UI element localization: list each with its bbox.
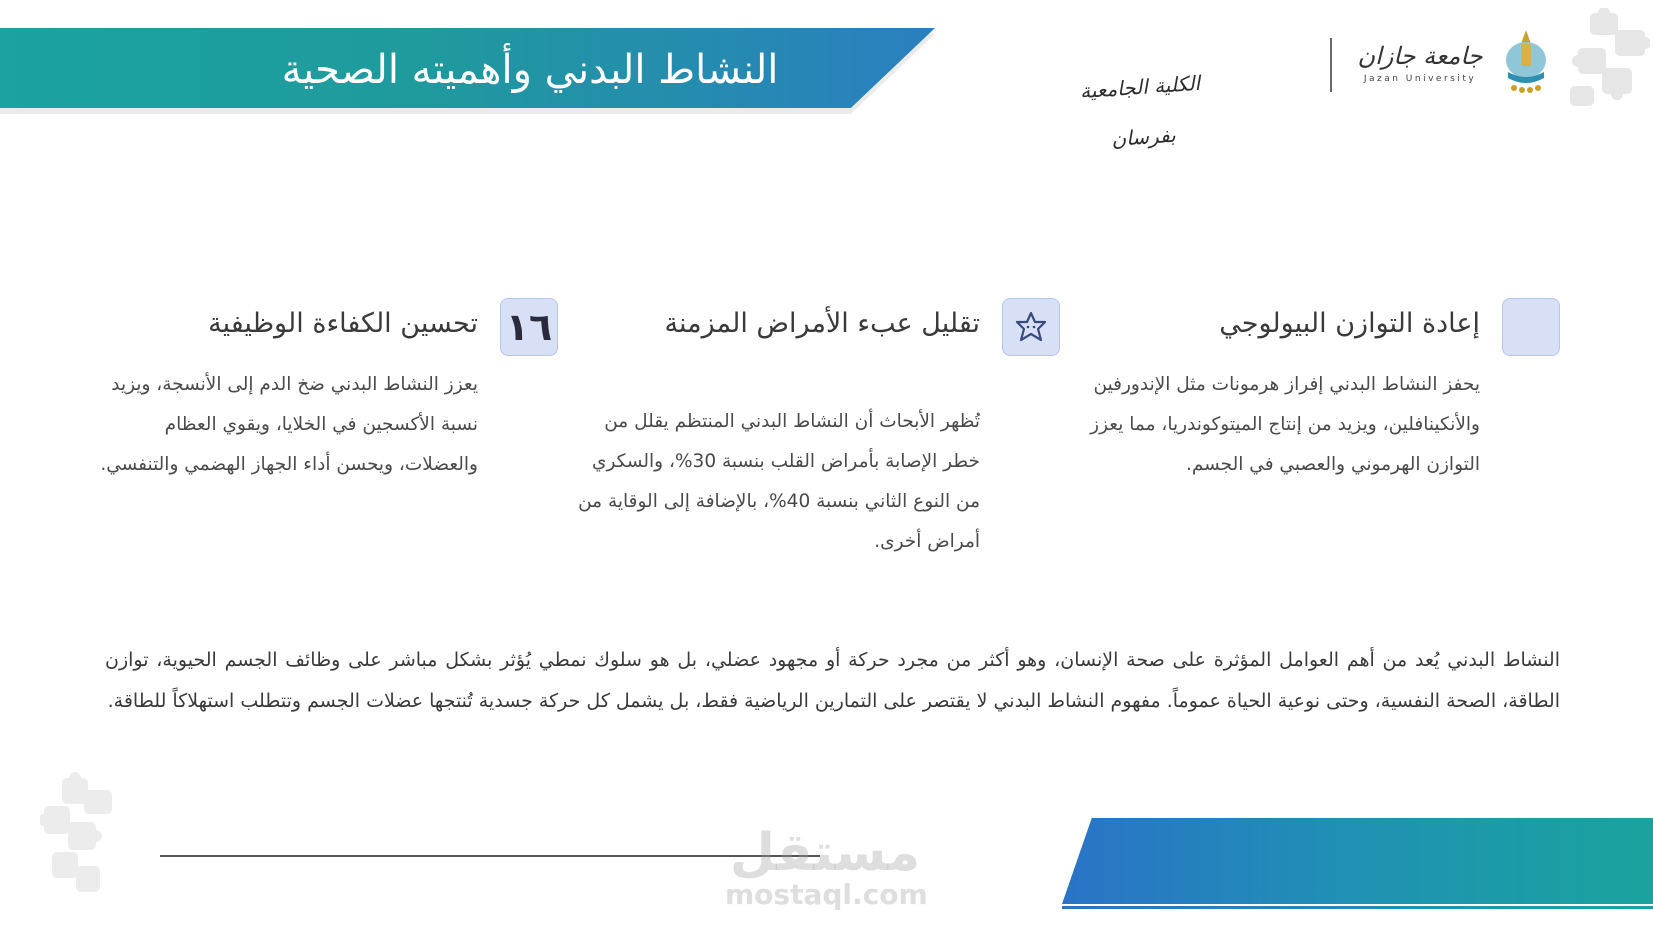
puzzle-pieces-icon xyxy=(40,770,120,900)
star-icon xyxy=(1002,298,1060,356)
logo-divider xyxy=(1330,38,1332,92)
watermark-arabic: مستقل xyxy=(729,823,921,883)
number-icon xyxy=(500,298,558,356)
feature-title: إعادة التوازن البيولوجي xyxy=(1219,308,1480,339)
watermark-english: mostaql.com xyxy=(725,878,928,911)
jazan-university-emblem-icon xyxy=(1502,28,1550,94)
university-name-english: Jazan University xyxy=(1363,74,1477,84)
intro-paragraph: النشاط البدني يُعد من أهم العوامل المؤثرة على صحة الإنسان، وهو أكثر من مجرد حركة أو مجهود عضلي، بل هو سلوك نمطي يُؤثر بشكل مباشر على وظائف الجسم الحيوية، توازن الطاقة، الصحة النفسية، وحتى نوعية الحياة عموماً. مفهوم النشاط البدني لا يقتصر على التمارين الرياضية فقط، بل يشمل كل حركة جسدية تُنتجها عضلات الجسم وتتطلب استهلاكاً للطاقة. xyxy=(105,649,1560,712)
feature-icon-blank xyxy=(1502,298,1560,356)
feature-body: تُظهر الأبحاث أن النشاط البدني المنتظم يقلل من خطر الإصابة بأمراض القلب بنسبة 30%، والسكري من النوع الثاني بنسبة 40%، بالإضافة إلى الوقاية من أمراض أخرى. xyxy=(578,411,980,552)
number-glyph: ١٦ xyxy=(505,305,553,349)
page-title: النشاط البدني وأهميته الصحية xyxy=(281,47,779,93)
footer-banner xyxy=(1062,818,1653,904)
feature-body: يحفز النشاط البدني إفراز هرمونات مثل الإندورفين والأنكينافلين، ويزيد من إنتاج الميتوكوندريا، مما يعزز التوازن الهرموني والعصبي في الجسم. xyxy=(1090,374,1480,475)
feature-body: يعزز النشاط البدني ضخ الدم إلى الأنسجة، ويزيد نسبة الأكسجين في الخلايا، ويقوي العظام والعضلات، ويحسن أداء الجهاز الهضمي والتنفسي. xyxy=(100,374,478,475)
college-logo: الكلية الجامعية بفرسان xyxy=(1079,70,1201,152)
footer-line xyxy=(160,855,820,857)
feature-title: تحسين الكفاءة الوظيفية xyxy=(208,308,478,339)
university-name-arabic: جامعة جازان xyxy=(1357,42,1483,70)
feature-title: تقليل عبء الأمراض المزمنة xyxy=(664,308,980,339)
footer-underline xyxy=(1062,906,1653,909)
puzzle-pieces-icon xyxy=(1560,8,1650,113)
